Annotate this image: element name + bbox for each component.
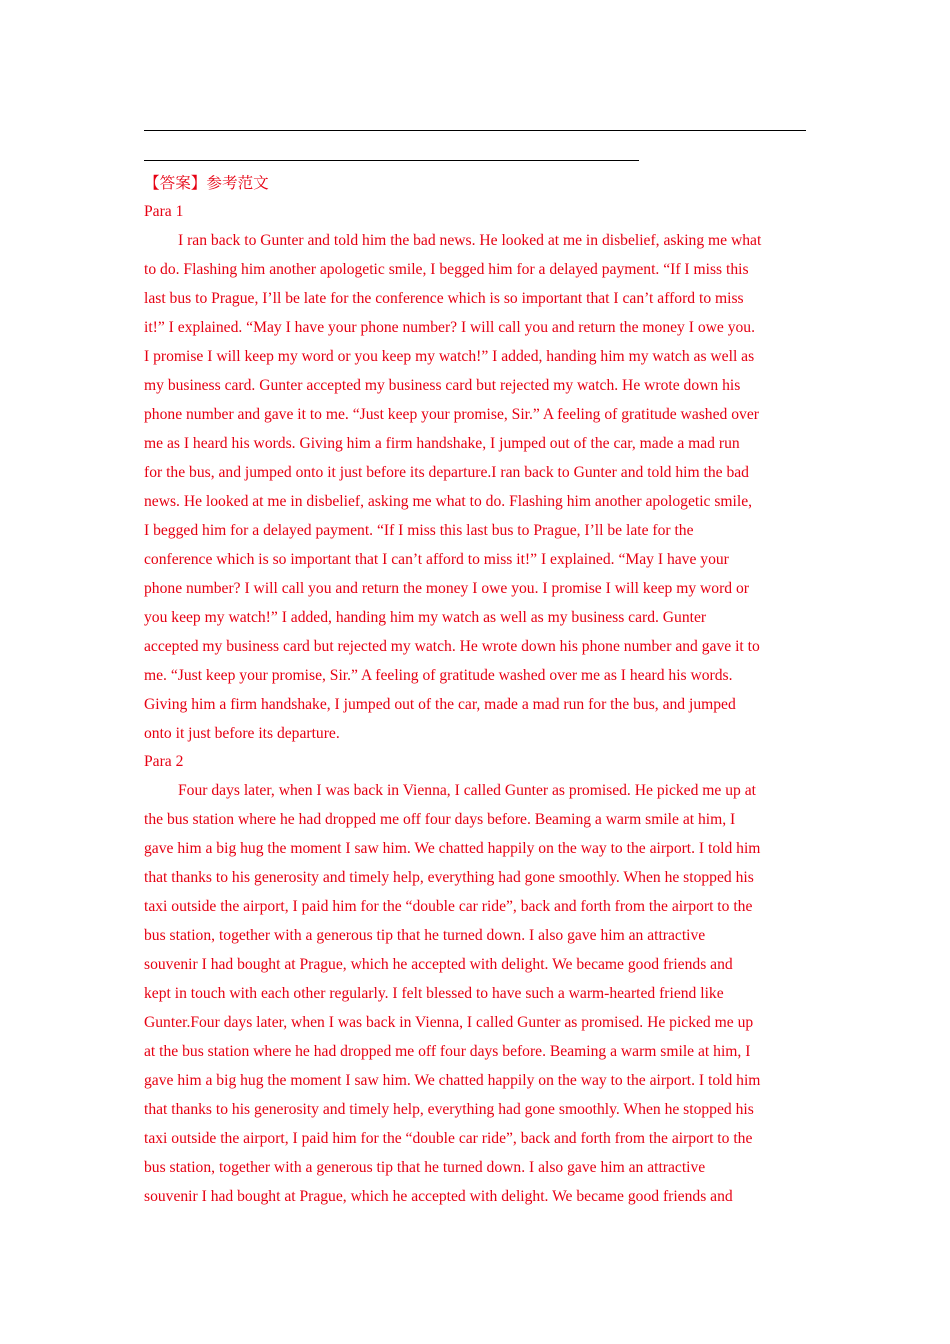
para-2-line: souvenir I had bought at Prague, which he accepted with delight. We became good friends and (144, 956, 733, 973)
para-1-line: me. “Just keep your promise, Sir.” A feeling of gratitude washed over me as I heard his words. (144, 667, 733, 684)
para-1-line: onto it just before its departure. (144, 725, 340, 742)
blank-writing-line-1 (144, 130, 806, 131)
para-1-line: it!” I explained. “May I have your phone number? I will call you and return the money I owe you. (144, 319, 755, 336)
para-2-line: taxi outside the airport, I paid him for the “double car ride”, back and forth from the airport to the (144, 898, 753, 915)
para-1-line: last bus to Prague, I’ll be late for the conference which is so important that I can’t afford to miss (144, 290, 744, 307)
para-2-line: gave him a big hug the moment I saw him. We chatted happily on the way to the airport. I told him (144, 1072, 761, 1089)
para-2-line: at the bus station where he had dropped me off four days before. Beaming a warm smile at him, I (144, 1043, 751, 1060)
para-1-line: news. He looked at me in disbelief, asking me what to do. Flashing him another apologetic smile, (144, 493, 753, 510)
para-2-line: the bus station where he had dropped me off four days before. Beaming a warm smile at him, I (144, 811, 736, 828)
para-1-line: you keep my watch!” I added, handing him my watch as well as my business card. Gunter (144, 609, 707, 626)
para-1-line: to do. Flashing him another apologetic smile, I begged him for a delayed payment. “If I miss this (144, 261, 749, 278)
blank-writing-line-2 (144, 160, 639, 161)
para-2-line: kept in touch with each other regularly. I felt blessed to have such a warm-hearted friend like (144, 985, 724, 1002)
para-1-line: Giving him a firm handshake, I jumped out of the car, made a mad run for the bus, and jumped (144, 696, 736, 713)
para-1-line: my business card. Gunter accepted my business card but rejected my watch. He wrote down his (144, 377, 741, 394)
para-2-line: souvenir I had bought at Prague, which he accepted with delight. We became good friends and (144, 1188, 733, 1205)
para-1-line: me as I heard his words. Giving him a firm handshake, I jumped out of the car, made a mad run (144, 435, 740, 452)
para-2-line: bus station, together with a generous tip that he turned down. I also gave him an attractive (144, 1159, 706, 1176)
para-1-line: I promise I will keep my word or you keep my watch!” I added, handing him my watch as well as (144, 348, 755, 365)
para-1-line: I ran back to Gunter and told him the bad news. He looked at me in disbelief, asking me what (178, 232, 762, 249)
para-2-line: that thanks to his generosity and timely help, everything had gone smoothly. When he stopped his (144, 869, 754, 886)
para-2-line: that thanks to his generosity and timely help, everything had gone smoothly. When he stopped his (144, 1101, 754, 1118)
para-2-line: Four days later, when I was back in Vienna, I called Gunter as promised. He picked me up at (178, 782, 756, 799)
para-1-line: phone number and gave it to me. “Just keep your promise, Sir.” A feeling of gratitude washed over (144, 406, 759, 423)
para-2-line: Gunter.Four days later, when I was back in Vienna, I called Gunter as promised. He picked me up (144, 1014, 754, 1031)
para-1-label: Para 1 (144, 203, 184, 220)
para-1-line: phone number? I will call you and return the money I owe you. I promise I will keep my word or (144, 580, 749, 597)
para-1-line: for the bus, and jumped onto it just before its departure.I ran back to Gunter and told him the bad (144, 464, 749, 481)
para-2-line: taxi outside the airport, I paid him for the “double car ride”, back and forth from the airport to the (144, 1130, 753, 1147)
para-2-line: gave him a big hug the moment I saw him. We chatted happily on the way to the airport. I told him (144, 840, 761, 857)
para-2-line: bus station, together with a generous tip that he turned down. I also gave him an attractive (144, 927, 706, 944)
answer-label: 【答案】参考范文 (144, 175, 269, 192)
para-1-line: I begged him for a delayed payment. “If I miss this last bus to Prague, I’ll be late for the (144, 522, 694, 539)
para-1-line: conference which is so important that I can’t afford to miss it!” I explained. “May I have your (144, 551, 729, 568)
para-2-label: Para 2 (144, 753, 184, 770)
para-1-line: accepted my business card but rejected my watch. He wrote down his phone number and gave it to (144, 638, 760, 655)
